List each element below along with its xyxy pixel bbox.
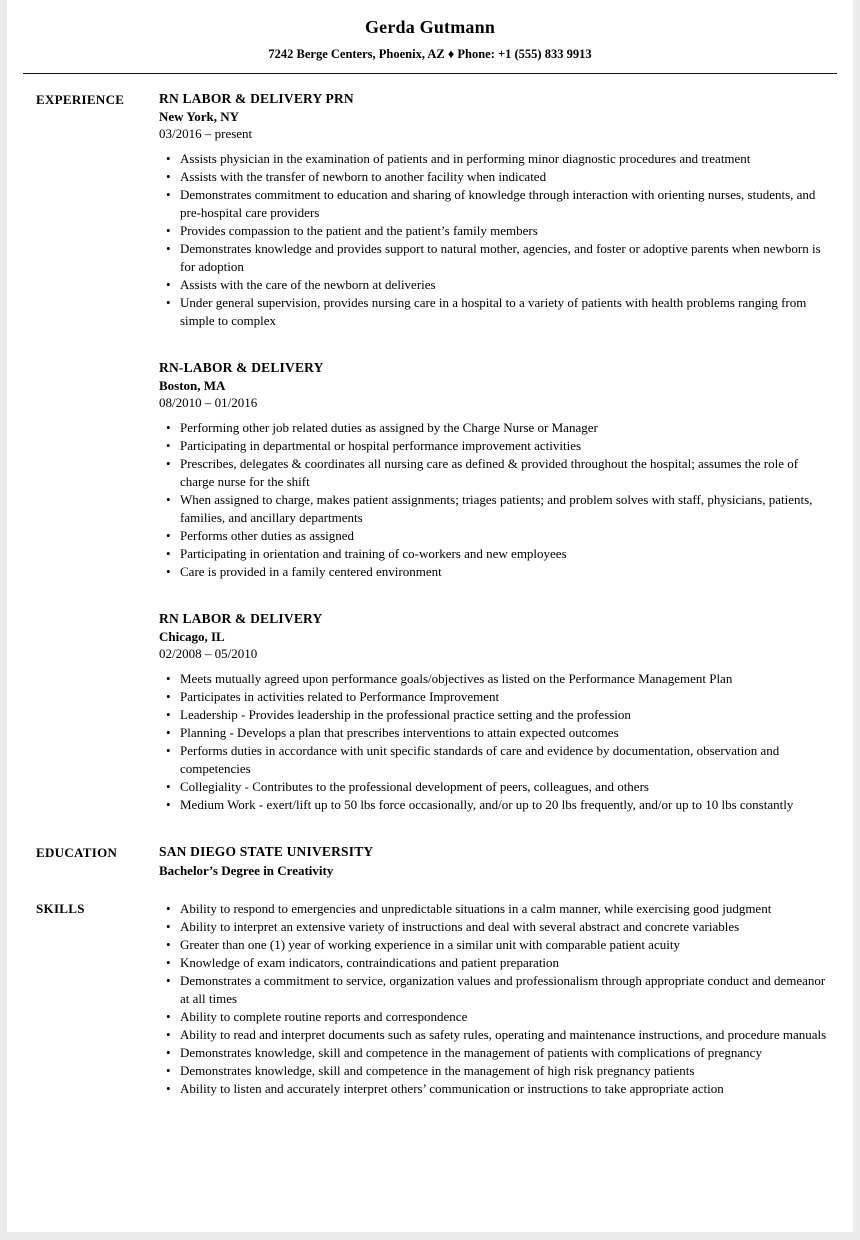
- bullet-item: • Participating in orientation and training of co-workers and new employees: [159, 545, 831, 563]
- job-entry-3: [159, 611, 831, 814]
- bullet-item: • Demonstrates knowledge, skill and competence in the management of patients with complications of pregnancy: [159, 1044, 831, 1062]
- job-bullet-list: [159, 670, 831, 814]
- bullet-item: • Collegiality - Contributes to the professional development of peers, colleagues, and others: [159, 778, 831, 796]
- bullet-item: • Demonstrates knowledge, skill and competence in the management of high risk pregnancy patients: [159, 1062, 831, 1080]
- bullet-item: • Medium Work - exert/lift up to 50 lbs force occasionally, and/or up to 20 lbs frequently, and/or up to 10 lbs constantly: [159, 796, 831, 814]
- job-dates: 08/2010 – 01/2016: [159, 395, 258, 410]
- bullet-item: • Assists physician in the examination of patients and in performing minor diagnostic procedures and treatment: [159, 150, 831, 168]
- bullet-item: • Care is provided in a family centered environment: [159, 563, 831, 581]
- skills-bullet-list: [159, 900, 831, 1098]
- bullet-item: • Demonstrates commitment to education and sharing of knowledge through interaction with orienting nurses, students, and pre-hospital care providers: [159, 186, 831, 222]
- header-divider: [23, 73, 837, 74]
- bullet-item: • Provides compassion to the patient and the patient’s family members: [159, 222, 831, 240]
- job-location: Boston, MA: [159, 378, 226, 393]
- job-bullet-list: [159, 150, 831, 330]
- bullet-item: • Meets mutually agreed upon performance goals/objectives as listed on the Performance Management Plan: [159, 670, 831, 688]
- bullet-item: • Knowledge of exam indicators, contraindications and patient preparation: [159, 954, 831, 972]
- bullet-item: • Demonstrates a commitment to service, organization values and professionalism through appropriate conduct and demeanor at all times: [159, 972, 831, 1008]
- bullet-item: • Performs duties in accordance with unit specific standards of care and evidence by documentation, observation and competencies: [159, 742, 831, 778]
- job-entry-1: [159, 91, 831, 330]
- resume-header: [23, 17, 837, 62]
- bullet-item: • Planning - Develops a plan that prescribes interventions to attain expected outcomes: [159, 724, 831, 742]
- job-dates: 02/2008 – 05/2010: [159, 646, 258, 661]
- experience-content: [159, 91, 837, 814]
- bullet-item: • Under general supervision, provides nursing care in a hospital to a variety of patients with health problems ranging from simple to complex: [159, 294, 831, 330]
- job-dates: 03/2016 – present: [159, 126, 253, 141]
- job-location: New York, NY: [159, 109, 240, 124]
- bullet-item: • Ability to read and interpret documents such as safety rules, operating and maintenance instructions, and procedure manuals: [159, 1026, 831, 1044]
- education-degree: Bachelor’s Degree in Creativity: [159, 863, 334, 878]
- bullet-item: • Performing other job related duties as assigned by the Charge Nurse or Manager: [159, 419, 831, 437]
- bullet-item: • Assists with the transfer of newborn to another facility when indicated: [159, 168, 831, 186]
- education-school: SAN DIEGO STATE UNIVERSITY: [159, 844, 374, 859]
- job-title: RN LABOR & DELIVERY: [159, 611, 323, 626]
- skills-section: [23, 900, 837, 1098]
- job-title: RN-LABOR & DELIVERY: [159, 360, 324, 375]
- bullet-item: • Assists with the care of the newborn at deliveries: [159, 276, 831, 294]
- education-content: [159, 844, 837, 879]
- job-bullet-list: [159, 419, 831, 581]
- section-label-experience: EXPERIENCE: [36, 92, 125, 107]
- bullet-item: • Performs other duties as assigned: [159, 527, 831, 545]
- job-location: Chicago, IL: [159, 629, 225, 644]
- resume-name: Gerda Gutmann: [364, 17, 496, 37]
- bullet-item: • Participating in departmental or hospital performance improvement activities: [159, 437, 831, 455]
- section-label-skills: SKILLS: [36, 901, 85, 916]
- bullet-item: • Prescribes, delegates & coordinates all nursing care as defined & provided throughout the hospital; assumes the role of charge nurse for the shift: [159, 455, 831, 491]
- section-label-education: EDUCATION: [36, 845, 118, 860]
- bullet-item: • Ability to respond to emergencies and unpredictable situations in a calm manner, while exercising good judgment: [159, 900, 831, 918]
- job-entry-2: [159, 360, 831, 581]
- bullet-item: • Ability to listen and accurately interpret others’ communication or instructions to take appropriate action: [159, 1080, 831, 1098]
- bullet-item: • Ability to interpret an extensive variety of instructions and deal with several abstract and concrete variables: [159, 918, 831, 936]
- bullet-item: • Ability to complete routine reports and correspondence: [159, 1008, 831, 1026]
- job-title: RN LABOR & DELIVERY PRN: [159, 91, 354, 106]
- skills-content: [159, 900, 837, 1098]
- resume-page: [7, 0, 853, 1232]
- contact-line: 7242 Berge Centers, Phoenix, AZ ♦ Phone: +1 (555) 833 9913: [268, 47, 592, 61]
- bullet-item: • Demonstrates knowledge and provides support to natural mother, agencies, and foster or adoptive parents when newborn is for adoption: [159, 240, 831, 276]
- bullet-item: • When assigned to charge, makes patient assignments; triages patients; and problem solves with staff, physicians, patients, families, and ancillary departments: [159, 491, 831, 527]
- education-section: [23, 844, 837, 879]
- experience-section: [23, 91, 837, 814]
- bullet-item: • Participates in activities related to Performance Improvement: [159, 688, 831, 706]
- bullet-item: • Greater than one (1) year of working experience in a similar unit with comparable patient acuity: [159, 936, 831, 954]
- bullet-item: • Leadership - Provides leadership in the professional practice setting and the profession: [159, 706, 831, 724]
